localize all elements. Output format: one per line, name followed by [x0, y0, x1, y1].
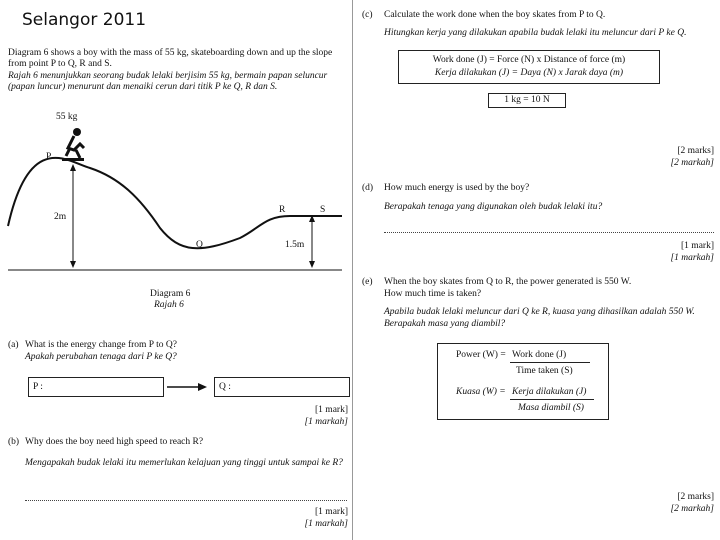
arrow-right-icon: [165, 380, 209, 394]
qa-number: (a): [8, 340, 19, 350]
skateboarder-icon: [62, 128, 84, 161]
qe-question-en1: When the boy skates from Q to R, the power generated is 550 W.: [384, 277, 632, 287]
power-formula-denominator: Time taken (S): [516, 366, 573, 376]
slope-diagram: [0, 108, 352, 278]
diagram-caption-ms: Rajah 6: [154, 300, 184, 310]
qd-number: (d): [362, 183, 374, 193]
point-s-label: S: [320, 205, 326, 215]
point-q-label: Q: [196, 240, 203, 250]
answer-box-p[interactable]: [28, 377, 164, 397]
qc-number: (c): [362, 10, 373, 20]
qa-marks-ms: [1 markah]: [304, 417, 348, 427]
qc-question-en: Calculate the work done when the boy skates from P to Q.: [384, 10, 606, 20]
qd-question-en: How much energy is used by the boy?: [384, 183, 530, 193]
height-right-label: 1.5m: [285, 240, 305, 250]
qe-question-en2: How much time is taken?: [384, 289, 482, 299]
mass-label: 55 kg: [56, 112, 78, 122]
diagram-caption-en: Diagram 6: [150, 289, 191, 299]
column-divider: [352, 0, 353, 540]
power-fraction-bar: [510, 362, 590, 363]
kuasa-formula-numerator: Kerja dilakukan (J): [512, 387, 587, 397]
power-formula-left: Power (W) =: [456, 350, 506, 360]
point-r-label: R: [279, 205, 286, 215]
qb-marks-ms: [1 markah]: [304, 519, 348, 529]
qe-question-ms2: Berapakah masa yang diambil?: [384, 319, 506, 329]
power-formula-numerator: Work done (J): [512, 350, 567, 360]
conversion-hint: 1 kg = 10 N: [504, 95, 550, 105]
height-left-label: 2m: [54, 212, 67, 222]
kuasa-fraction-bar: [510, 399, 594, 400]
qc-question-ms: Hitungkan kerja yang dilakukan apabila budak lelaki itu meluncur dari P ke Q.: [384, 28, 687, 38]
qb-answer-line[interactable]: [25, 500, 347, 501]
qd-question-ms: Berapakah tenaga yang digunakan oleh budak lelaki itu?: [384, 202, 603, 212]
qe-marks-ms: [2 markah]: [670, 504, 714, 514]
qe-marks-en: [2 marks]: [677, 492, 714, 502]
qc-marks-en: [2 marks]: [677, 146, 714, 156]
qc-marks-ms: [2 markah]: [670, 158, 714, 168]
slope-curve: [8, 158, 342, 248]
intro-en: Diagram 6 shows a boy with the mass of 55 kg, skateboarding down and up the slope from point P to Q, R and S.: [8, 48, 333, 69]
answer-box-q[interactable]: [214, 377, 350, 397]
answer-box-q-label: Q :: [219, 382, 231, 392]
qd-marks-ms: [1 markah]: [670, 253, 714, 263]
qd-answer-line[interactable]: [384, 232, 714, 233]
qd-marks-en: [1 mark]: [681, 241, 714, 251]
qe-question-ms1: Apabila budak lelaki meluncur dari Q ke R, kuasa yang dihasilkan adalah 550 W.: [384, 307, 695, 317]
kuasa-formula-denominator: Masa diambil (S): [518, 403, 584, 413]
work-formula-en: Work done (J) = Force (N) x Distance of force (m): [432, 55, 626, 65]
point-p-label: P: [46, 152, 52, 162]
qa-marks-en: [1 mark]: [315, 405, 348, 415]
power-formula-box: [437, 343, 609, 420]
intro-ms: Rajah 6 menunjukkan seorang budak lelaki berjisim 55 kg, bermain papan seluncur (papan luncur) menurunt dan menaiki cerun dari titik P ke Q, R dan S.: [8, 71, 328, 92]
page-title: Selangor 2011: [22, 10, 147, 30]
kuasa-formula-left: Kuasa (W) =: [456, 387, 506, 397]
qa-question-ms: Apakah perubahan tenaga dari P ke Q?: [25, 352, 177, 362]
qb-marks-en: [1 mark]: [315, 507, 348, 517]
qb-question-ms: Mengapakah budak lelaki itu memerlukan kelajuan yang tinggi untuk sampai ke R?: [25, 458, 343, 468]
qe-number: (e): [362, 277, 373, 287]
qa-question-en: What is the energy change from P to Q?: [25, 340, 177, 350]
qb-question-en: Why does the boy need high speed to reach R?: [25, 437, 204, 447]
work-formula-ms: Kerja dilakukan (J) = Daya (N) x Jarak daya (m): [434, 68, 624, 78]
work-formula-box: [398, 50, 660, 84]
conversion-hint-box: [488, 93, 566, 108]
qb-number: (b): [8, 437, 20, 447]
answer-box-p-label: P :: [33, 382, 43, 392]
